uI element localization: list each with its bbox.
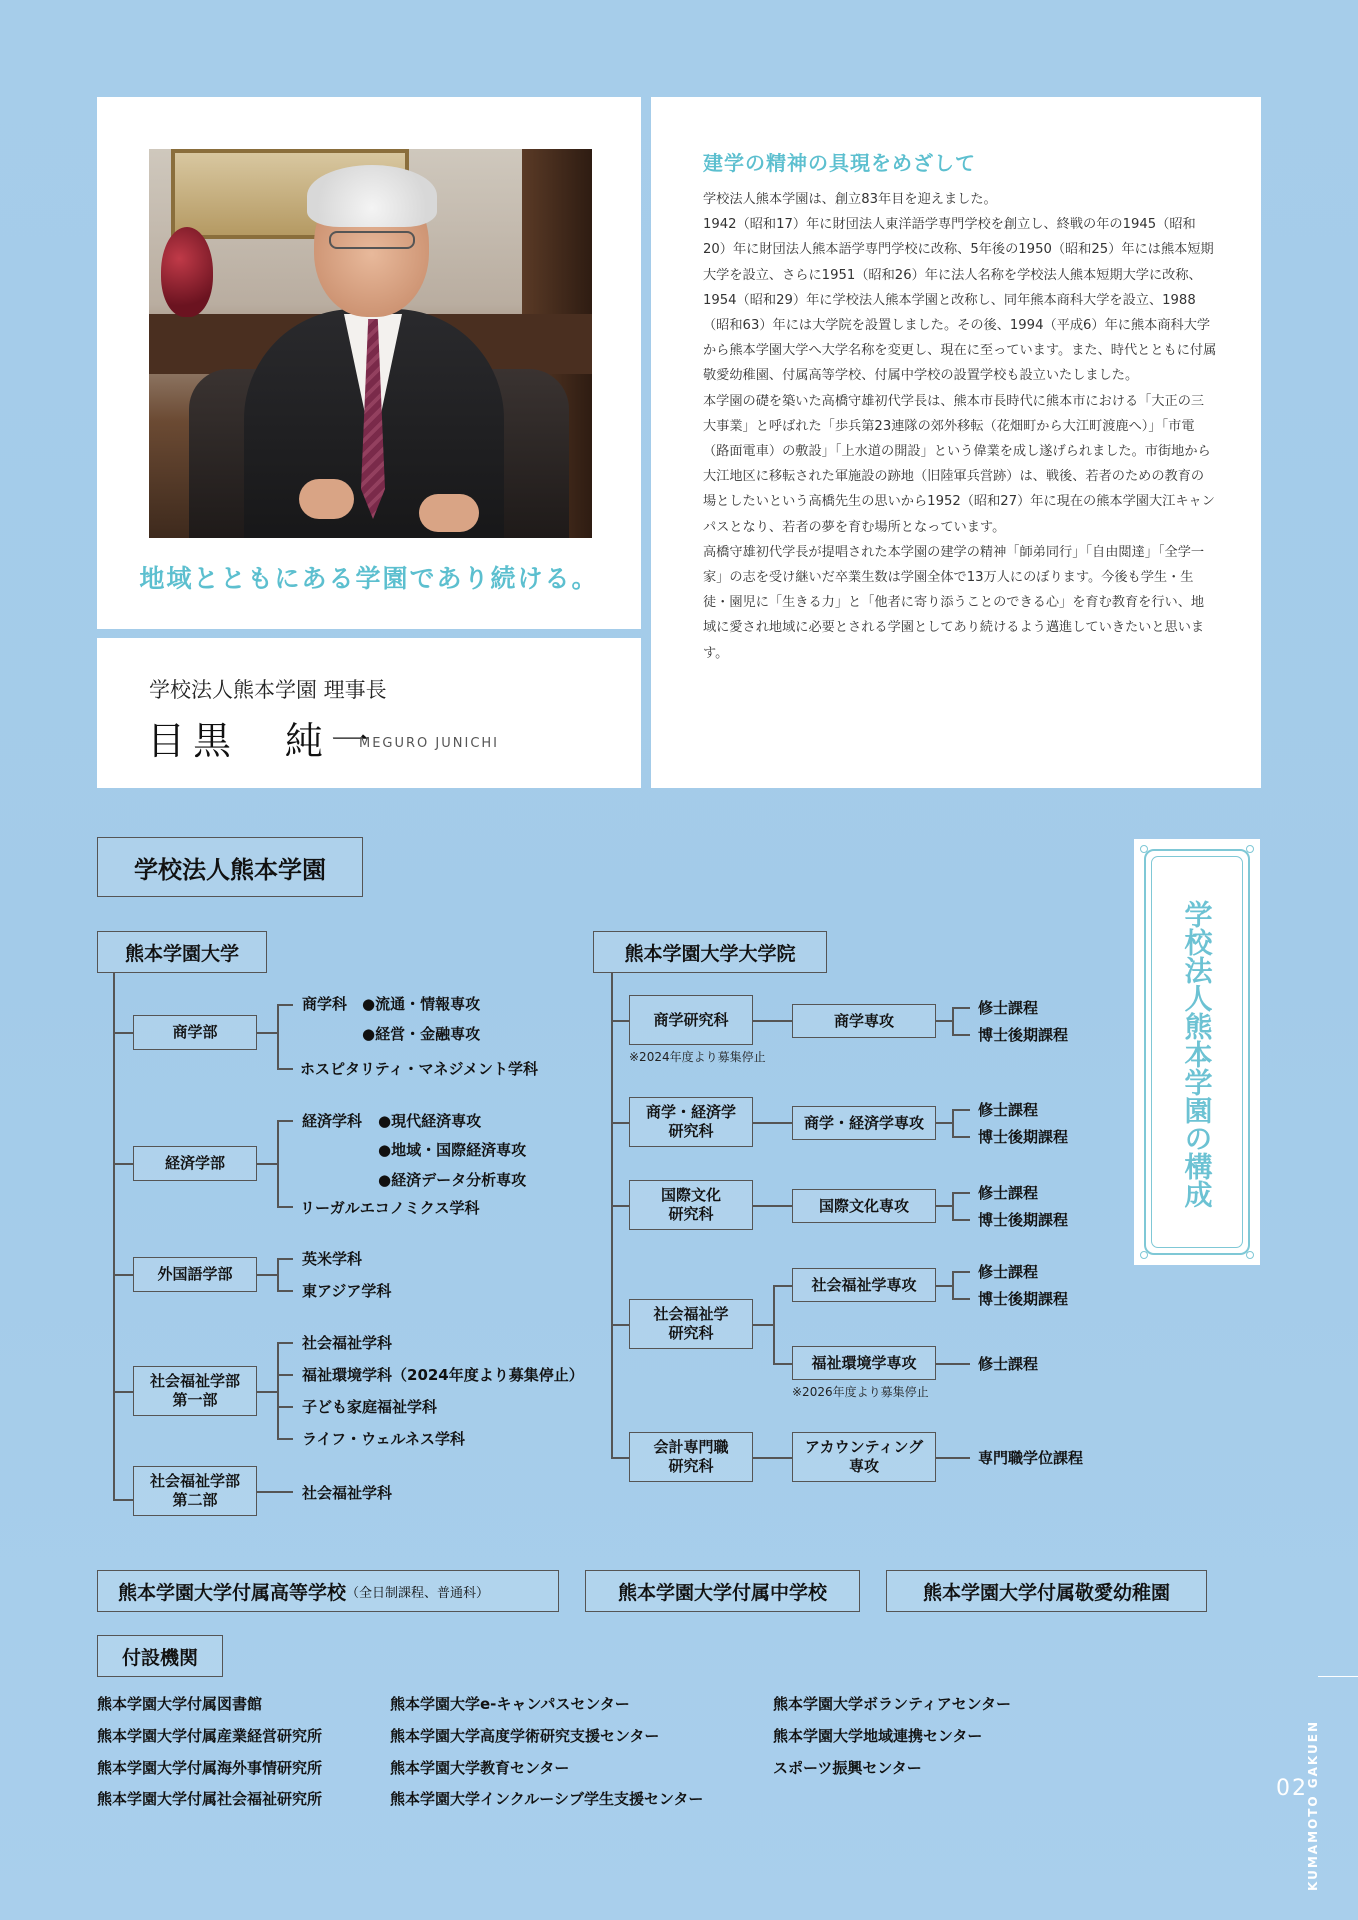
- message-paragraph: 高橋守雄初代学長が提唱された本学園の建学の精神「師弟同行」「自由閲達」「全学一家」の志を受け継いだ卒業生数は学園全体で13万人にのぼります。今後も学生・生徒・園児に「生きる力」と「他者に寄り添うことのできる心」を育む教育を行い、地域に愛され地域に必要とされる学園としてあり続けるよう邁進していきたいと思います。: [703, 544, 1205, 661]
- facility-item: 熊本学園大学付属海外事情研究所: [97, 1759, 323, 1777]
- major-welfare-environment: 福祉環境学専攻: [792, 1346, 936, 1380]
- dept-item: ●地域・国際経済専攻: [378, 1141, 527, 1159]
- grad-note: ※2024年度より募集停止: [629, 1050, 766, 1064]
- course-item: 博士後期課程: [978, 1290, 1069, 1308]
- dept-item: 英米学科: [302, 1250, 363, 1268]
- facility-item: 熊本学園大学教育センター: [390, 1759, 570, 1777]
- facility-item: 熊本学園大学付属社会福祉研究所: [97, 1790, 323, 1808]
- course-item: 博士後期課程: [978, 1128, 1069, 1146]
- message-paragraph: 学校法人熊本学園は、創立83年目を迎えました。: [703, 192, 997, 207]
- message-body: [703, 187, 1217, 666]
- high-school-name: 熊本学園大学付属高等学校: [118, 1581, 347, 1604]
- high-school-box: [97, 1570, 559, 1612]
- faculty-name-line: 第一部: [172, 1391, 218, 1409]
- major-accounting: [792, 1432, 936, 1482]
- grad-intl-culture: [629, 1180, 753, 1230]
- org-side-banner: [1134, 839, 1260, 1265]
- grad-name-line: 国際文化: [660, 1186, 721, 1204]
- footer-rule: [1318, 1676, 1358, 1677]
- course-item: 博士後期課程: [978, 1211, 1069, 1229]
- dept-item: 福祉環境学科（2024年度より募集停止）: [302, 1366, 584, 1384]
- message-panel: [651, 97, 1261, 788]
- dept-item: ●経済データ分析専攻: [378, 1171, 527, 1189]
- chairman-photo: [149, 149, 592, 538]
- faculty-social-welfare-2: [133, 1466, 257, 1516]
- junior-high-box: 熊本学園大学付属中学校: [585, 1570, 860, 1612]
- grad-name-line: 研究科: [668, 1205, 714, 1223]
- page-number: 02: [1276, 1776, 1308, 1801]
- graduate-box: 熊本学園大学大学院: [593, 931, 827, 973]
- grad-name-line: 研究科: [668, 1122, 714, 1140]
- slogan: 地域とともにある学園であり続ける。: [139, 564, 599, 593]
- portrait-panel: [97, 97, 641, 629]
- chair-title: 学校法人熊本学園 理事長: [149, 678, 387, 702]
- dept-item: ホスピタリティ・マネジメント学科: [300, 1060, 539, 1078]
- faculty-name-line: 社会福祉学部: [149, 1372, 240, 1390]
- dept-item: ライフ・ウェルネス学科: [302, 1430, 466, 1448]
- grad-note: ※2026年度より募集停止: [792, 1385, 929, 1399]
- org-root: 学校法人熊本学園: [97, 837, 363, 897]
- message-paragraph: 本学園の礎を築いた高橋守雄初代学長は、熊本市長時代に熊本市における「大正の三大事業」と呼ばれた「歩兵第23連隊の郊外移転（花畑町から大江町渡鹿へ）」「市電（路面電車）の敷設」「上水道の開設」という偉業を成し遂げられました。市街地から大江地区に移転された軍施設の跡地（旧陸軍兵営跡）は、戦後、若者のための教育の場としたいという高橋先生の思いから1952（昭和27）年に現在の熊本学園大江キャンパスとなり、若者の夢を育む場所となっています。: [703, 393, 1215, 535]
- dept-item: 東アジア学科: [302, 1282, 392, 1300]
- high-school-note: （全日制課程、普通科）: [346, 1585, 490, 1601]
- facility-item: 熊本学園大学ボランティアセンター: [773, 1695, 1012, 1713]
- major-intl-culture: 国際文化専攻: [792, 1189, 936, 1223]
- major-name-line: アカウンティング: [804, 1438, 924, 1456]
- major-social-welfare: 社会福祉学専攻: [792, 1268, 936, 1302]
- faculty-economics: 経済学部: [133, 1146, 257, 1181]
- course-item: 修士課程: [978, 1263, 1039, 1281]
- facility-item: 熊本学園大学付属産業経営研究所: [97, 1727, 323, 1745]
- grad-social-welfare: [629, 1299, 753, 1349]
- chairman-name: 目黒 純一: [147, 719, 378, 763]
- grad-commerce: 商学研究科: [629, 995, 753, 1045]
- facility-item: スポーツ振興センター: [773, 1759, 922, 1777]
- course-item: 修士課程: [978, 1101, 1039, 1119]
- dept-item: 社会福祉学科: [302, 1334, 393, 1352]
- major-commerce-economics: 商学・経済学専攻: [792, 1106, 936, 1140]
- course-item: 修士課程: [978, 999, 1039, 1017]
- grad-name-line: 研究科: [668, 1324, 714, 1342]
- dept-item: 子ども家庭福祉学科: [302, 1398, 438, 1416]
- message-paragraph: 1942（昭和17）年に財団法人東洋語学専門学校を創立し、終戦の年の1945（昭和20）年に財団法人熊本語学専門学校に改称、5年後の1950（昭和25）年には熊本短期大学を設立、さらに1951（昭和26）年に法人名称を学校法人熊本短期大学に改称、1954（昭和29）年に学校法人熊本学園と改称し、同年熊本商科大学を設立、1988（昭和63）年には大学院を設置しました。その後、1994（平成6）年に熊本商科大学から熊本学園大学へ大学名称を変更し、現在に至っています。また、時代とともに付属敬愛幼稚園、付属高等学校、付属中学校の設置学校も設立いたしました。: [703, 217, 1217, 384]
- dept-item: ●流通・情報専攻: [362, 995, 481, 1013]
- facility-item: 熊本学園大学付属図書館: [97, 1695, 263, 1713]
- course-item: 修士課程: [978, 1355, 1039, 1373]
- dept-item: ●現代経済専攻: [378, 1112, 482, 1130]
- dept-item: 社会福祉学科: [302, 1484, 393, 1502]
- grad-commerce-economics: [629, 1097, 753, 1147]
- dept-item: ●経営・金融専攻: [362, 1025, 481, 1043]
- faculty-commerce: 商学部: [133, 1015, 257, 1050]
- grad-accounting: [629, 1432, 753, 1482]
- course-item: 修士課程: [978, 1184, 1039, 1202]
- university-box: 熊本学園大学: [97, 931, 267, 973]
- dept-item: リーガルエコノミクス学科: [300, 1199, 480, 1217]
- faculty-social-welfare-1: [133, 1366, 257, 1416]
- course-item: 博士後期課程: [978, 1026, 1069, 1044]
- facility-item: 熊本学園大学高度学術研究支援センター: [390, 1727, 660, 1745]
- chairman-name-roman: MEGURO JUNICHI: [359, 736, 500, 751]
- facility-item: 熊本学園大学地域連携センター: [773, 1727, 983, 1745]
- major-commerce: 商学専攻: [792, 1004, 936, 1038]
- grad-name-line: 研究科: [668, 1457, 714, 1475]
- message-heading: 建学の精神の具現をめざして: [703, 151, 976, 175]
- faculty-name-line: 第二部: [172, 1491, 218, 1509]
- side-banner-text: 学校法人熊本学園の構成: [1180, 900, 1214, 1208]
- kindergarten-box: 熊本学園大学付属敬愛幼稚園: [886, 1570, 1207, 1612]
- grad-name-line: 商学・経済学: [645, 1103, 736, 1121]
- course-item: 専門職学位課程: [978, 1449, 1084, 1467]
- name-panel: [97, 638, 641, 788]
- footer-brand: KUMAMOTO GAKUEN: [1306, 1720, 1320, 1891]
- grad-name-line: 社会福祉学: [653, 1305, 729, 1323]
- facility-item: 熊本学園大学e-キャンパスセンター: [390, 1695, 630, 1713]
- facility-item: 熊本学園大学インクルーシブ学生支援センター: [390, 1790, 704, 1808]
- facilities-box: 付設機関: [97, 1635, 223, 1677]
- dept-item: 経済学科: [302, 1112, 363, 1130]
- major-name-line: 専攻: [848, 1457, 879, 1475]
- faculty-foreign-languages: 外国語学部: [133, 1257, 257, 1292]
- dept-item: 商学科: [302, 995, 348, 1013]
- faculty-name-line: 社会福祉学部: [149, 1472, 240, 1490]
- grad-name-line: 会計専門職: [653, 1438, 729, 1456]
